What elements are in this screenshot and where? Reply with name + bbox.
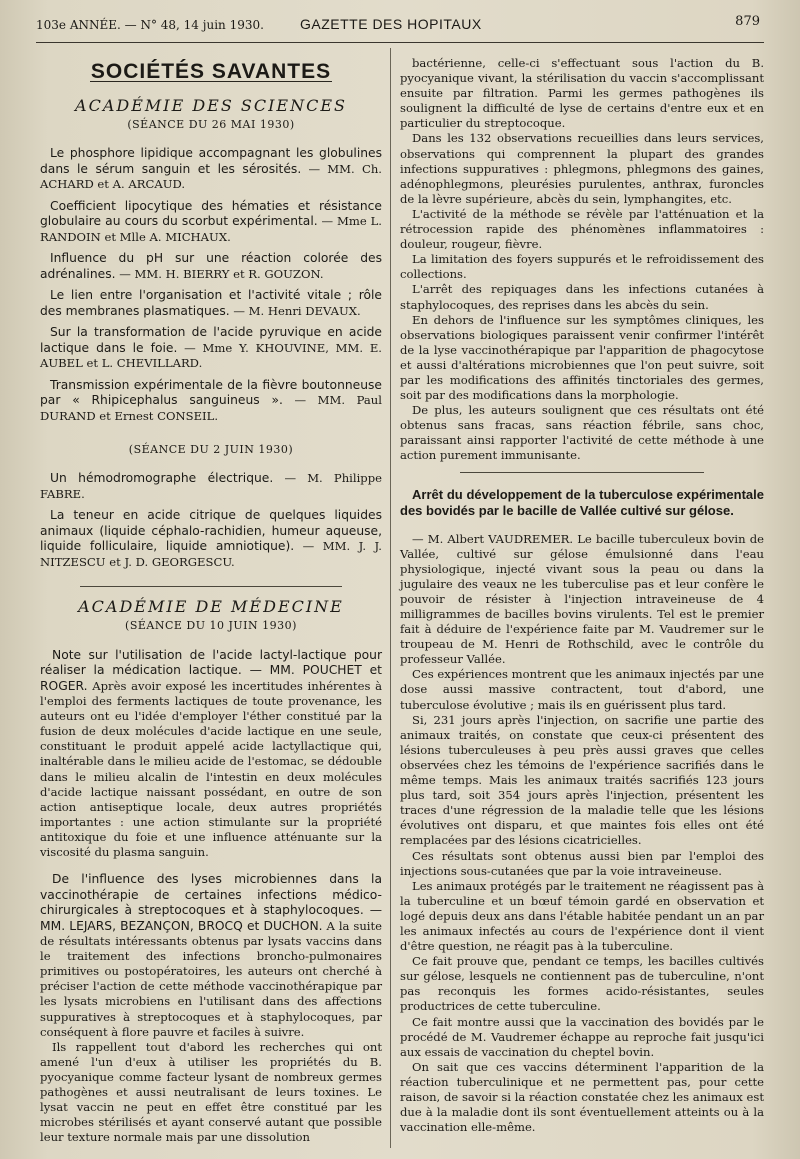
article-paragraph: Si, 231 jours après l'injection, on sacrifie une partie des animaux traités, on constate que ceux-ci présentent des lésions tuberculeuses à peu près aussi graves que celles observées chez les témoins de l'expérience sacrifiés dans le même temps. Mais les animaux traités sacrifiés 123 jours plus tard, soit 354 jours après l'injection, présentent les traces d'une régression de la maladie telle que les lésions évolutives ont disparu, et que maintes fois elles ont été remplacées par des lésions cicatricielles. [400,712,764,848]
article-body: Après avoir exposé les incertitudes inhérentes à l'emploi des ferments lactiques de toute provenance, les auteurs ont eu l'idée d'employer l'éther constitué par la fusion de deux molécules d'acide lactique en une seule, constituant le produit appelé acide lactyllactique qui, inaltérable dans le milieu acide de l'estomac, se dédouble dans le milieu alcalin de l'intestin en deux molécules d'acide lactique naissant possédant, en outre de son action antiseptique locale, deux autres propriétés importantes : une action stimulante sur la propriété antitoxique du foie et une influence atténuante sur la viscosité du plasma sanguin. [40,678,383,859]
article-paragraph: Ce fait prouve que, pendant ce temps, les bacilles cultivés sur gélose, lesquels ne contiennent pas de tuberculine, n'ont pas reconquis les formes acido-résistantes, seules productrices de cette tuberculine. [400,954,764,1014]
entry-authors: — MM. J. J. NITZESCU et J. D. GEORGESCU. [40,539,382,569]
article-paragraph [400,532,764,668]
academy-title: ACADÉMIE DES SCIENCES [75,96,347,116]
article-paragraph: L'activité de la méthode se révèle par l'atténuation et la rétrocession rapide des phénomènes inflammatoires : douleur, rougeur, fièvre. [400,206,764,252]
article-paragraph: Ces expériences montrent que les animaux injectés par une dose aussi massive contractent, tout d'abord, une tuberculose évolutive ; mais ils en guérissent plus tard. [400,667,764,712]
article-authors: — M. Albert VAUDREMER. [412,531,574,546]
page-header [36,14,760,36]
divider [80,586,342,587]
article-paragraph: bactérienne, celle-ci s'effectuant sous l'action du B. pyocyanique vivant, la stérilisation du vaccin s'accomplissant ensuite par filtration. Parmi les germes pathogènes ils soulignent la difficulté de lyse de certains d'entre eux et en particulier du streptocoque. [400,56,764,131]
article-body-list [400,667,764,1135]
article-paragraph: De plus, les auteurs soulignent que ces résultats ont été obtenus sans fracas, sans réaction fébrile, sans choc, paraissant ainsi rapporter l'activité de cette méthode à une action purement immunisante. [400,403,764,463]
article-authors: — MM. POUCHET et ROGER. [40,663,383,693]
article-paragraph [40,872,382,1040]
entry-authors: — MM. Paul DURAND et Ernest CONSEIL. [40,393,382,423]
article-continuation [400,56,764,464]
session-date: (SÉANCE DU 10 JUIN 1930) [125,619,297,633]
entry-authors: — M. Henri DEVAUX. [229,303,361,318]
article-paragraph: Ils rappellent tout d'abord les recherches qui ont amené l'un d'eux à utiliser les propriétés du B. pyocyanique comme facteur lysant de nombreux germes pathogènes et aussi neutralisant de leurs toxines. Le lysat vaccin ne peut en effet être constitué par les microbes stérilisés et ayant conservé autant que possible leur texture normale mais par une dissolution [40,1039,382,1145]
session-date: (SÉANCE DU 26 MAI 1930) [127,118,295,132]
entry-authors: — Mme Y. KHOUVINE, MM. E. AUBEL et L. CHEVILLARD. [40,340,382,371]
entry-title: Sur la transformation de l'acide pyruvique en acide lactique dans le foie. [40,325,382,355]
entry-list [40,471,382,570]
article-paragraph: On sait que ces vaccins déterminent l'apparition de la réaction tuberculinique et ne permettent pas, pour cette raison, de savoir si la réaction constatée chez les animaux est due à la maladie dont ils sont éventuellement atteints ou à la vaccination elle-même. [400,1059,764,1135]
article-paragraph: La limitation des foyers suppurés et le refroidissement des collections. [400,252,764,282]
session-date: (SÉANCE DU 2 JUIN 1930) [128,443,294,457]
right-column [400,56,764,1135]
article-authors: — MM. LEJARS, BEZANÇON, BROCQ et DUCHON. [40,903,382,933]
entry-list [40,146,382,424]
entry-title: La teneur en acide citrique de quelques liquides animaux (liquide céphalo-rachidien, humeur aqueuse, liquide folliculaire, liquide amniotique). [40,508,382,554]
entry-title: Un hémodromographe électrique. [50,471,274,486]
article-paragraph: Ces résultats sont obtenus aussi bien par l'emploi des injections sous-cutanées que par la voie intraveineuse. [400,848,764,878]
left-column [40,56,382,1145]
journal-title: GAZETTE DES HOPITAUX [300,16,482,32]
communication-entry [40,146,382,193]
communication-entry [40,199,382,246]
entry-title: Le phosphore lipidique accompagnant les globulines dans le sérum sanguin et les sérosités. [40,146,382,176]
communication-entry [40,508,382,570]
header-rule [36,42,764,43]
entry-title: Le lien entre l'organisation et l'activité vitale ; rôle des membranes plasmatiques. [40,288,382,318]
entry-authors: — MM. Ch. ACHARD et A. ARCAUD. [40,161,382,192]
article-body: Le bacille tuberculeux bovin de Vallée, cultivé sur gélose émulsionné dans l'eau physiologique, injecté vivant sous la peau ou dans la jugulaire des veaux ne les tuberculise pas et leur confère le pouvoir de résister à l'injection intraveineuse de 4 milligrammes de bacilles bovins virulents. Tel est le premier fait à déduire de l'expérience faite par M. Vaudremer sur le troupeau de M. Henri de Rothschild, avec le contrôle du professeur Vallée. [400,531,764,667]
article-paragraph: Dans les 132 observations recueillies dans leurs services, observations qui comprennent la plupart des grandes infections suppuratives : phlegmons, phlegmons des gaines, adénophlegmons, pleurésies purulentes, anthrax, furoncles de la lèvre supérieure, abcès du sein, lymphangites, etc. [400,131,764,206]
communication-entry [40,378,382,425]
article-paragraph: Les animaux protégés par le traitement ne réagissent pas à la tuberculine et un bœuf témoin gardé en observation et logé depuis deux ans dans l'étable habitée pendant un an par les animaux infectés au cours de l'expérience dont il vient d'être question, ne réagit pas à la tuberculine. [400,878,764,954]
article-paragraph: L'arrêt des repiquages dans les infections cutanées à staphylocoques, des reprises dans les abcès du sein. [400,282,764,312]
article-title: Note sur l'utilisation de l'acide lactyl-lactique pour réaliser la médication lactique. [40,647,382,678]
article-title: De l'influence des lyses microbiennes dans la vaccinothérapie de certaines infections médico-chirurgicales à streptocoques et à staphylocoques. [40,872,382,918]
entry-authors: — M. Philippe FABRE. [40,471,382,501]
communication-entry [40,251,382,282]
article-paragraph: Ce fait montre aussi que la vaccination des bovidés par le procédé de M. Vaudremer échappe au reproche fait jusqu'ici aux essais de vaccination du cheptel bovin. [400,1014,764,1059]
communication-entry [40,471,382,502]
article-body: A la suite de résultats intéressants obtenus par lysats vaccins dans le traitement des infections broncho-pulmonaires primitives ou postopératoires, les auteurs ont cherché à préciser l'action de cette méthode vaccinothérapique par les lysats microbiens en l'utilisant dans des affections suppuratives à streptocoques et à staphylocoques, par conséquent à flore pauvre et faciles à suivre. [40,918,383,1039]
section-title: SOCIÉTÉS SAVANTES [90,60,332,83]
academy-title: ACADÉMIE DE MÉDECINE [78,597,344,617]
article-paragraph [40,648,382,861]
communication-entry [40,325,382,372]
entry-title: Influence du pH sur une réaction colorée des adrénalines. [40,251,382,281]
article-paragraph: En dehors de l'influence sur les symptômes cliniques, les observations biologiques paraissent venir confirmer l'intérêt de la lyse vaccinothérapique par l'apparition de phagocytose et aussi d'altérations microbiennes que l'on peut suivre, soit par les modifications des affinités tinctoriales des germes, soit par des modifications dans la morphologie. [400,312,764,403]
article-title: Arrêt du développement de la tuberculose expérimentale des bovidés par le bacille de Vallée cultivé sur gélose. [400,486,764,518]
issue-info: 103e ANNÉE. — N° 48, 14 juin 1930. [36,18,264,32]
entry-title: Transmission expérimentale de la fièvre boutonneuse par « Rhipicephalus sanguineus ». [40,377,382,408]
article-paragraph [400,487,764,519]
divider [460,472,704,473]
communication-entry [40,288,382,319]
page-number: 879 [735,14,760,29]
entry-title: Coefficient lipocytique des hématies et résistance globulaire au cours du scorbut expérimental. [40,198,382,229]
column-divider [390,48,391,1148]
entry-authors: — MM. H. BIERRY et R. GOUZON. [115,266,324,281]
entry-authors: — Mme L. RANDOIN et Mlle A. MICHAUX. [40,214,382,244]
